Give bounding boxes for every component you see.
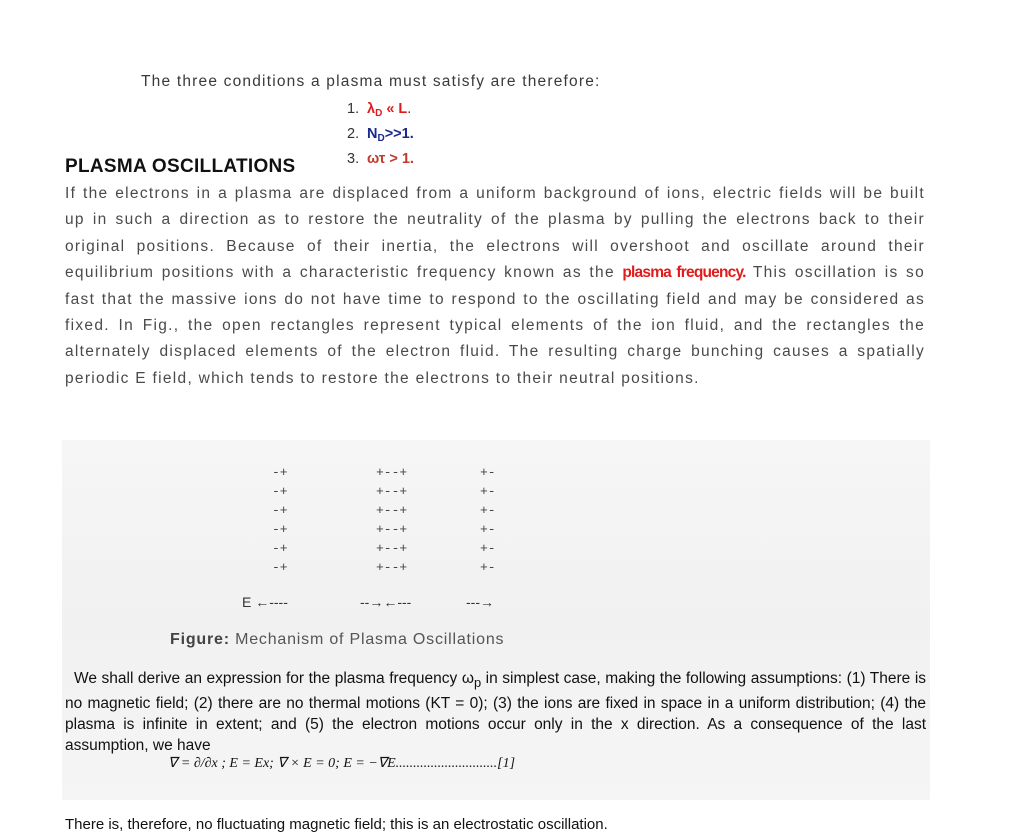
omega-subscript: p [473,675,482,691]
condition-number: 3. [347,151,360,167]
equation-1: ∇ = ∂/∂x ; E = Ex; ∇ × E = 0; E = −∇E.............................[1] [168,756,516,771]
diagram-cell: +- [480,465,496,480]
figure-caption [170,631,504,649]
condition-tail: . [407,101,412,117]
diagram-row [272,520,520,539]
condition-relation: « L [382,101,408,117]
condition-number: 2. [347,126,360,142]
diagram-cell: -+ [272,560,288,575]
condition-relation: >>1. [384,126,414,142]
diagram-cell: -+ [272,522,288,537]
diagram-row [272,539,520,558]
highlighted-term: plasma frequency. [622,264,746,282]
field-arrow-row [242,594,494,610]
field-arrow: ---→ [466,594,494,610]
paragraph-text: This oscillation is so fast that the massive ions do not have time to respond to the oscillating field and may be considered as fixed. In Fig., the open rectangles represent typical elements of the ion fluid, and the rectangles the alternately displaced elements of the electron fluid. The resulting charge bunching causes a spatially periodic E field, which tends to restore the electrons to their neutral positions. [65,264,925,387]
diagram-cell: +- [480,560,496,575]
condition-2 [347,124,414,149]
diagram-cell: -+ [272,503,288,518]
condition-1 [347,99,414,124]
diagram-cell: -+ [272,465,288,480]
condition-symbol: ωτ [367,151,386,167]
condition-subscript: D [377,133,385,144]
field-arrow-label: E ←---- [242,594,288,610]
section-heading: PLASMA OSCILLATIONS [65,156,296,177]
condition-relation: > 1. [385,151,414,167]
diagram-cell: -+ [272,484,288,499]
diagram-row [272,501,520,520]
diagram-row [272,558,520,577]
diagram-cell: +--+ [376,560,408,575]
condition-symbol: λ [367,101,376,117]
condition-subscript: D [375,108,383,119]
diagram-row [272,482,520,501]
diagram-cell: +- [480,503,496,518]
caption-text: Mechanism of Plasma Oscillations [229,631,505,648]
diagram-cell: +--+ [376,522,408,537]
diagram-cell: +--+ [376,541,408,556]
diagram-cell: +- [480,522,496,537]
paragraph-text: If the electrons in a plasma are displaced from a uniform background of ions, electric fields will be built up in such a direction as to restore the neutrality of the plasma by pulling the electrons back to their original positions. Because of their inertia, the electrons will overshoot and oscillate around their equilibrium positions with a characteristic frequency known as the [65,185,925,282]
derivation-text: We shall derive an expression for the plasma frequency ω [74,670,474,687]
diagram-cell: +- [480,541,496,556]
closing-text: There is, therefore, no fluctuating magnetic field; this is an electrostatic oscillation. [65,816,608,833]
condition-symbol: N [367,126,378,142]
caption-label: Figure: [170,631,230,648]
body-paragraph [65,181,925,392]
diagram-cell: +- [480,484,496,499]
condition-number: 1. [347,101,360,117]
diagram-cell: -+ [272,541,288,556]
derivation-text: in simplest case, making the following assumptions: (1) There is no magnetic field; (2) there are no thermal motions (KT = 0); (3) the ions are fixed in space in a uniform distribution; (4) the plasma is infinite in extent; and (5) the electron motions occur only in the x direction. As a consequence of the last assumption, we have [65,670,927,755]
charge-diagram [272,463,520,577]
diagram-cell: +--+ [376,484,408,499]
condition-3 [347,149,414,170]
conditions-list [347,99,414,170]
derivation-paragraph [65,668,926,756]
field-arrow: --→←--- [360,594,412,610]
intro-text: The three conditions a plasma must satisfy are therefore: [141,73,601,90]
diagram-cell: +--+ [376,503,408,518]
diagram-row [272,463,520,482]
diagram-cell: +--+ [376,465,408,480]
